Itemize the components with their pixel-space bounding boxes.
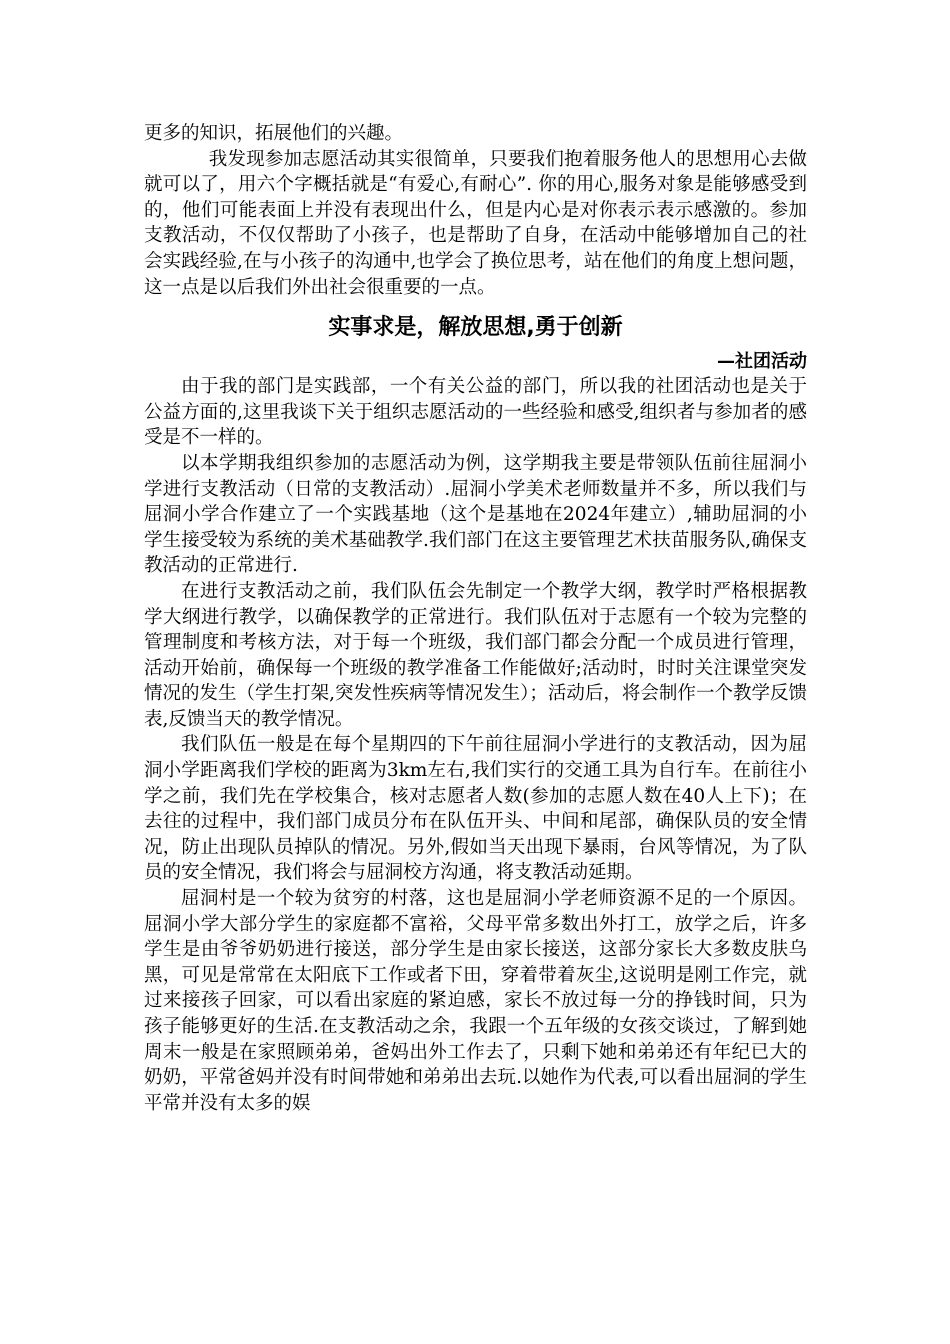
section-title: 实事求是，解放思想,勇于创新 — [328, 315, 623, 341]
section-byline: —社团活动 — [717, 351, 807, 373]
body-paragraph-4: 我们队伍一般是在每个星期四的下午前往屈洞小学进行的支教活动，因为屈洞小学距离我们学校的距离为3km左右,我们实行的交通工具为自行车。在前往小学之前，我们先在学校集合，核对志愿者人数(参加的志愿人数在40人上下)；在去往的过程中，我们部门成员分布在队伍开头、中间和尾部，确保队员的安全情况，防止出现队员掉队的情况。另外,假如当天出现下暴雨，台风等情况，为了队员的安全情况，我们将会与屈洞校方沟通，将支教活动延期。 — [144, 734, 807, 884]
body-paragraph-3: 在进行支教活动之前，我们队伍会先制定一个教学大纲，教学时严格根据教学大纲进行教学，以确保教学的正常进行。我们队伍对于志愿有一个较为完整的管理制度和考核方法，对于每一个班级，我们部门都会分配一个成员进行管理，活动开始前，确保每一个班级的教学准备工作能做好;活动时，时时关注课堂突发情况的发生（学生打架,突发性疾病等情况发生）；活动后，将会制作一个教学反馈表,反馈当天的教学情况。 — [144, 580, 807, 730]
intro-paragraph-1: 更多的知识，拓展他们的兴趣。 — [144, 123, 404, 144]
body-paragraph-5: 屈洞村是一个较为贫穷的村落，这也是屈洞小学老师资源不足的一个原因。屈洞小学大部分学生的家庭都不富裕，父母平常多数出外打工，放学之后，许多学生是由爷爷奶奶进行接送，部分学生是由家长接送，这部分家长大多数皮肤乌黑，可见是常常在太阳底下工作或者下田，穿着带着灰尘,这说明是刚工作完，就过来接孩子回家，可以看出家庭的紧迫感，家长不放过每一分的挣钱时间，只为孩子能够更好的生活.在支教活动之余，我跟一个五年级的女孩交谈过，了解到她周末一般是在家照顾弟弟，爸妈出外工作去了，只剩下她和弟弟还有年纪已大的奶奶，平常爸妈并没有时间带她和弟弟出去玩.以她作为代表,可以看出屈洞的学生平常并没有太多的娱 — [144, 888, 807, 1114]
body-paragraph-2: 以本学期我组织参加的志愿活动为例，这学期我主要是带领队伍前往屈洞小学进行支教活动（日常的支教活动）.屈洞小学美术老师数量并不多，所以我们与屈洞小学合作建立了一个实践基地（这个是基地在2024年建立）,辅助屈洞的小学生接受较为系统的美术基础教学.我们部门在这主要管理艺术扶苗服务队,确保支教活动的正常进行. — [144, 452, 807, 577]
body-paragraph-1: 由于我的部门是实践部，一个有关公益的部门，所以我的社团活动也是关于公益方面的,这里我谈下关于组织志愿活动的一些经验和感受,组织者与参加者的感受是不一样的。 — [144, 376, 807, 449]
intro-paragraph-2: 我发现参加志愿活动其实很简单，只要我们抱着服务他人的思想用心去做就可以了，用六个字概括就是“有爱心,有耐心”. 你的用心,服务对象是能够感受到的，他们可能表面上并没有表现出什么，但是内心是对你表示表示感激的。参加支教活动，不仅仅帮助了小孩子，也是帮助了自身，在活动中能够增加自己的社会实践经验,在与小孩子的沟通中,也学会了换位思考，站在他们的角度上想问题，这一点是以后我们外出社会很重要的一点。 — [144, 148, 807, 298]
document-body — [144, 121, 807, 1116]
